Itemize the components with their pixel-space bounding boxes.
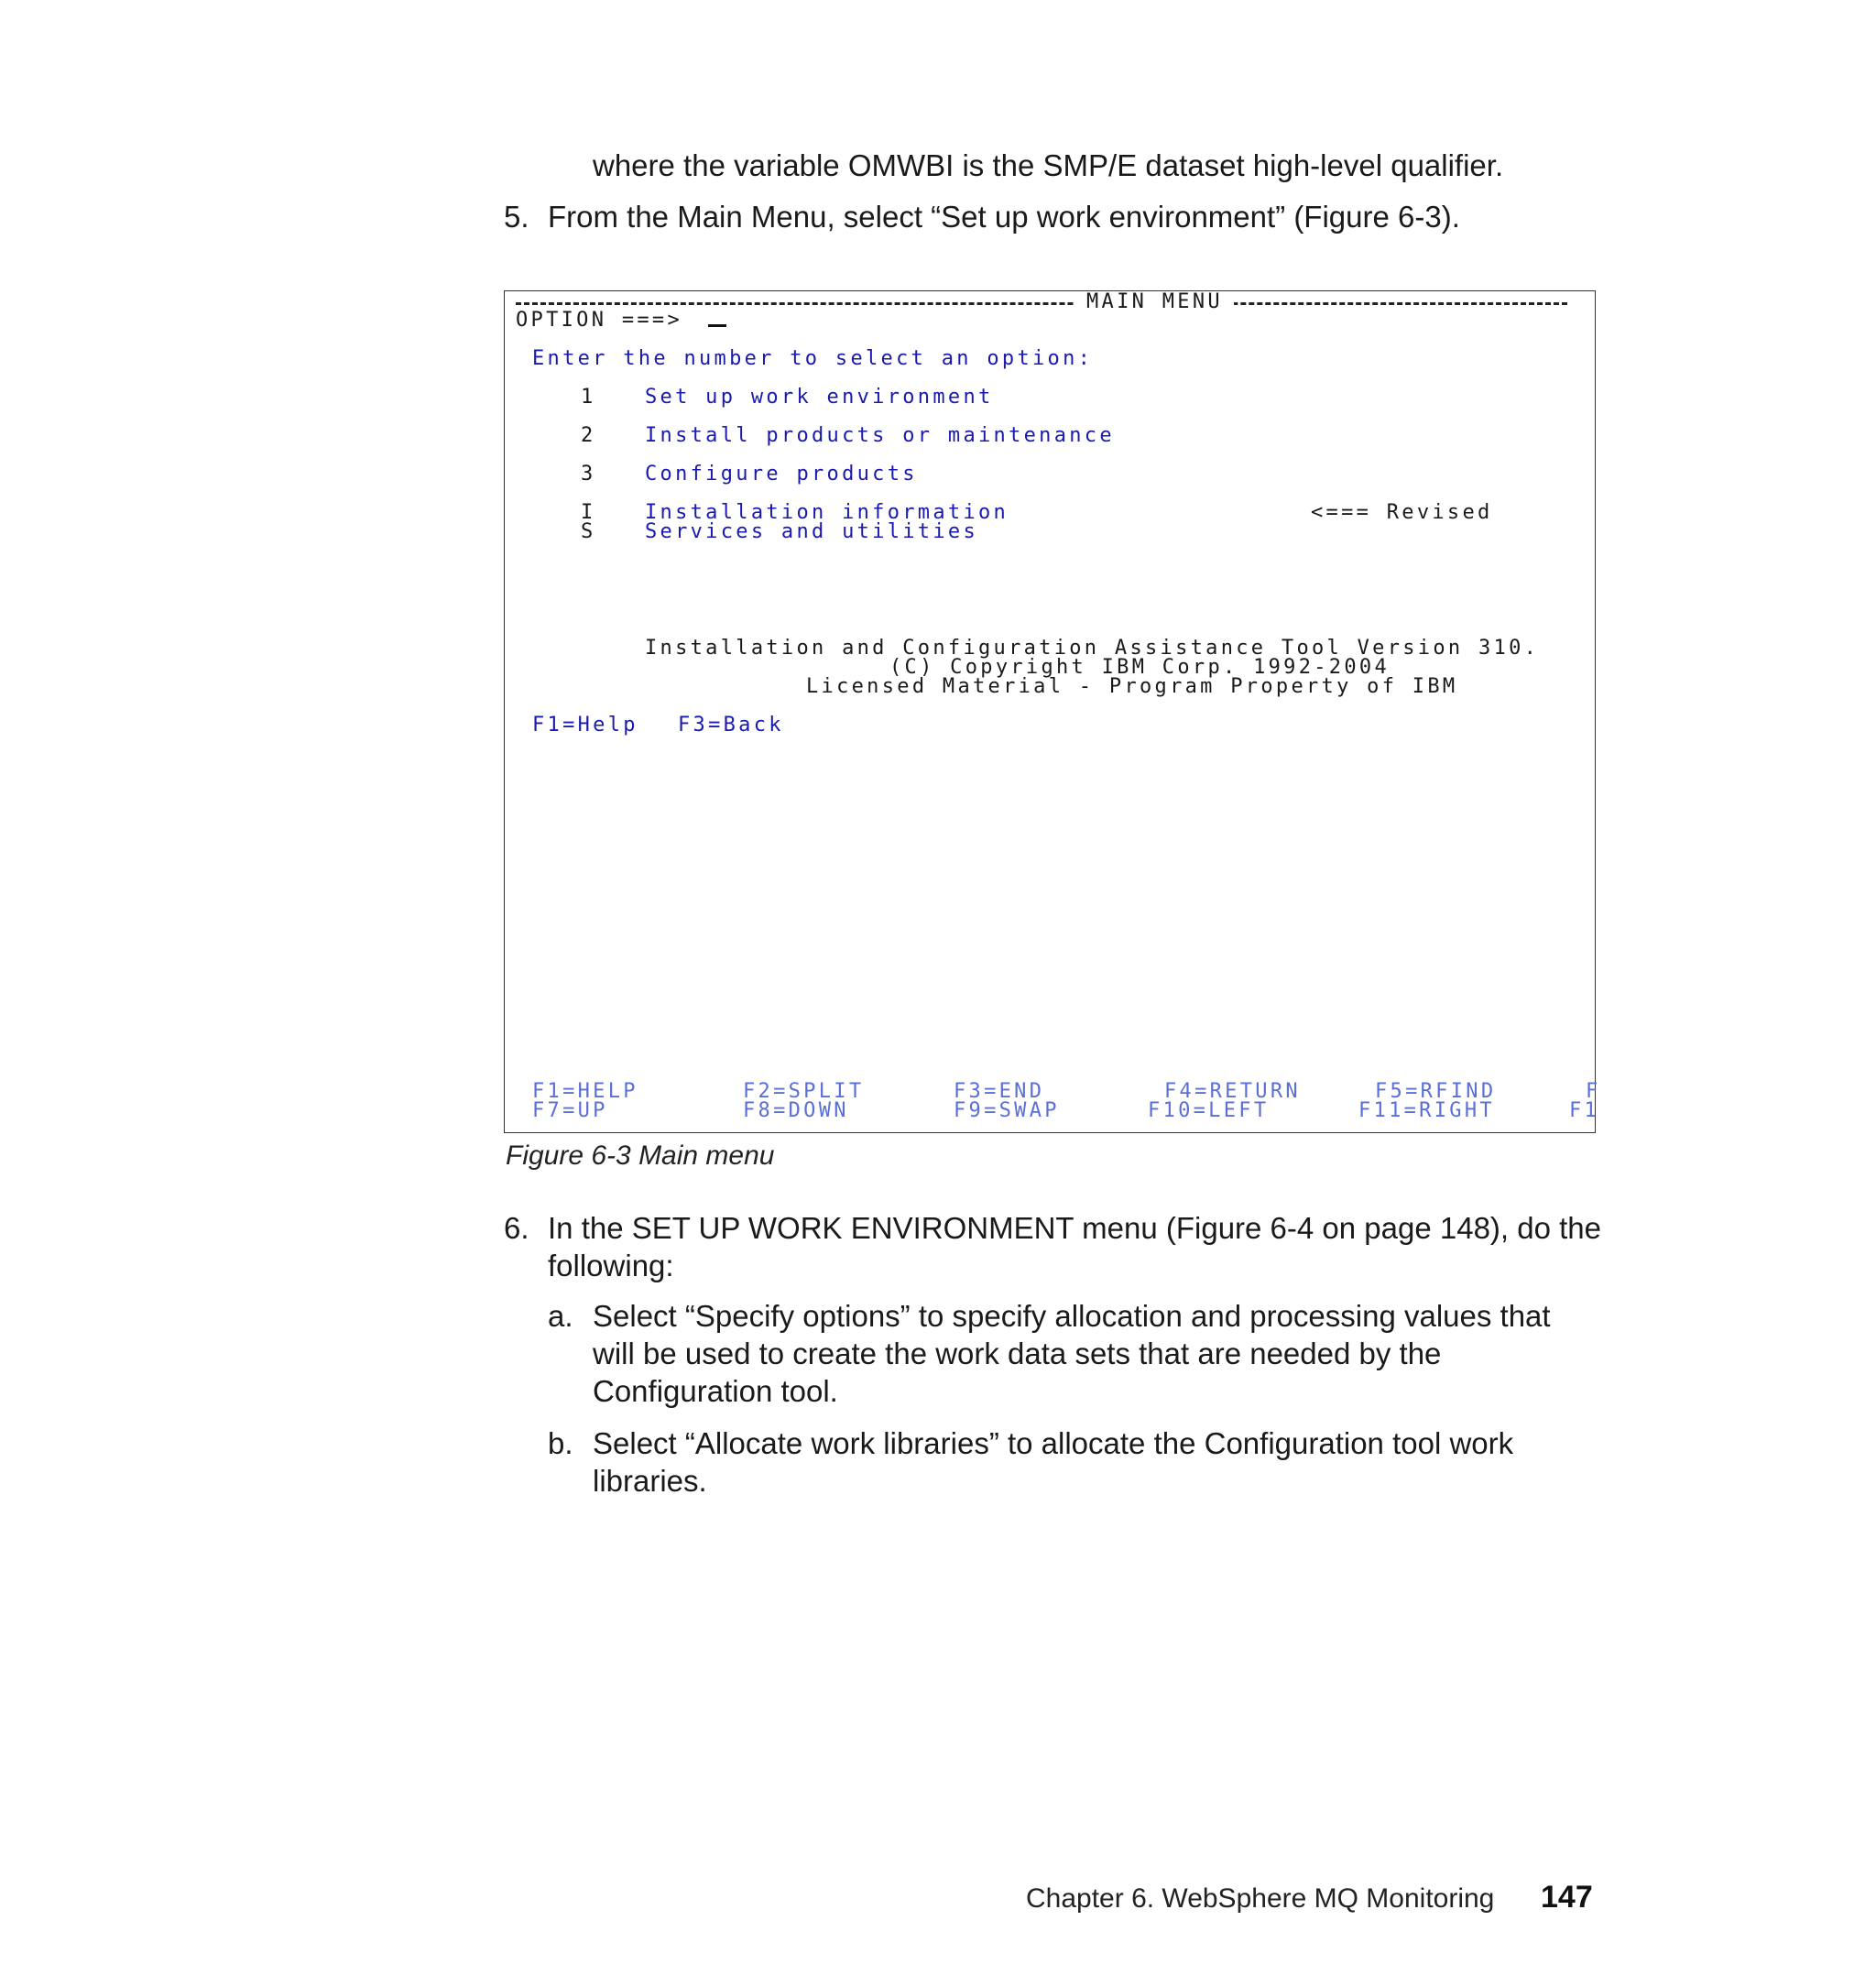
menu-item-installation-information[interactable]: Installation information [645, 501, 1009, 524]
substep-a-letter: a. [548, 1299, 573, 1333]
terminal-screenshot [504, 290, 1601, 1133]
menu-item-configure-products[interactable]: Configure products [645, 463, 918, 486]
substep-a-text: Select “Specify options” to specify allocation and processing values that will be used to create the work data sets that are needed by the Configuration tool. [593, 1299, 1551, 1408]
pf-key-f11-right[interactable]: F11=RIGHT [1358, 1099, 1495, 1122]
panel-help-key[interactable]: F1=Help [532, 714, 638, 737]
menu-item-2-key: 2 [581, 424, 596, 447]
menu-item-s-key: S [581, 520, 596, 543]
instruction-text: Enter the number to select an option: [532, 347, 1094, 370]
menu-item-set-up-work-environment[interactable]: Set up work environment [645, 386, 994, 409]
product-line: Installation and Configuration Assistance Tool Version 310. [645, 637, 1540, 660]
option-prompt: OPTION ===> [516, 309, 682, 332]
pf-key-f10-left[interactable]: F10=LEFT [1148, 1099, 1270, 1122]
pf-key-f6-partial[interactable]: F [1586, 1080, 1601, 1103]
pf-key-f1-help[interactable]: F1=HELP [532, 1080, 638, 1103]
pf-key-f5-rfind[interactable]: F5=RFIND [1375, 1080, 1497, 1103]
pf-key-f7-up[interactable]: F7=UP [532, 1099, 608, 1122]
panel-back-key[interactable]: F3=Back [678, 714, 784, 737]
revised-marker: <=== Revised [1311, 501, 1493, 524]
menu-item-i-key: I [581, 501, 596, 524]
title-rule [516, 302, 1567, 305]
menu-item-3-key: 3 [581, 463, 596, 486]
menu-item-install-products[interactable]: Install products or maintenance [645, 424, 1115, 447]
figure-caption: Figure 6-3 Main menu [506, 1140, 775, 1171]
pf-key-f3-end[interactable]: F3=END [954, 1080, 1045, 1103]
license-line: Licensed Material - Program Property of IBM [806, 675, 1458, 698]
pf-key-f12-partial[interactable]: F1 [1569, 1099, 1600, 1122]
substep-b-letter: b. [548, 1426, 573, 1460]
pf-key-f4-return[interactable]: F4=RETURN [1164, 1080, 1301, 1103]
page-number: 147 [1541, 1880, 1593, 1915]
substep-b-text: Select “Allocate work libraries” to allocate the Configuration tool work libraries. [593, 1426, 1514, 1498]
step-5-text: From the Main Menu, select “Set up work environment” (Figure 6-3). [548, 200, 1460, 234]
intro-text: where the variable OMWBI is the SMP/E dataset high-level qualifier. [593, 148, 1504, 182]
menu-item-services-utilities[interactable]: Services and utilities [645, 520, 978, 543]
step-6-number: 6. [504, 1211, 529, 1245]
step-5-number: 5. [504, 200, 529, 234]
option-input-cursor[interactable] [708, 324, 726, 327]
copyright-line: (C) Copyright IBM Corp. 1992-2004 [889, 656, 1390, 679]
pf-key-f2-split[interactable]: F2=SPLIT [743, 1080, 865, 1103]
pf-key-f9-swap[interactable]: F9=SWAP [954, 1099, 1060, 1122]
step-6-text: In the SET UP WORK ENVIRONMENT menu (Figure 6-4 on page 148), do the following: [548, 1211, 1602, 1282]
menu-item-1-key: 1 [581, 386, 596, 409]
pf-key-f8-down[interactable]: F8=DOWN [743, 1099, 849, 1122]
terminal-title: MAIN MENU [1075, 291, 1234, 313]
chapter-footer: Chapter 6. WebSphere MQ Monitoring [1026, 1883, 1495, 1914]
